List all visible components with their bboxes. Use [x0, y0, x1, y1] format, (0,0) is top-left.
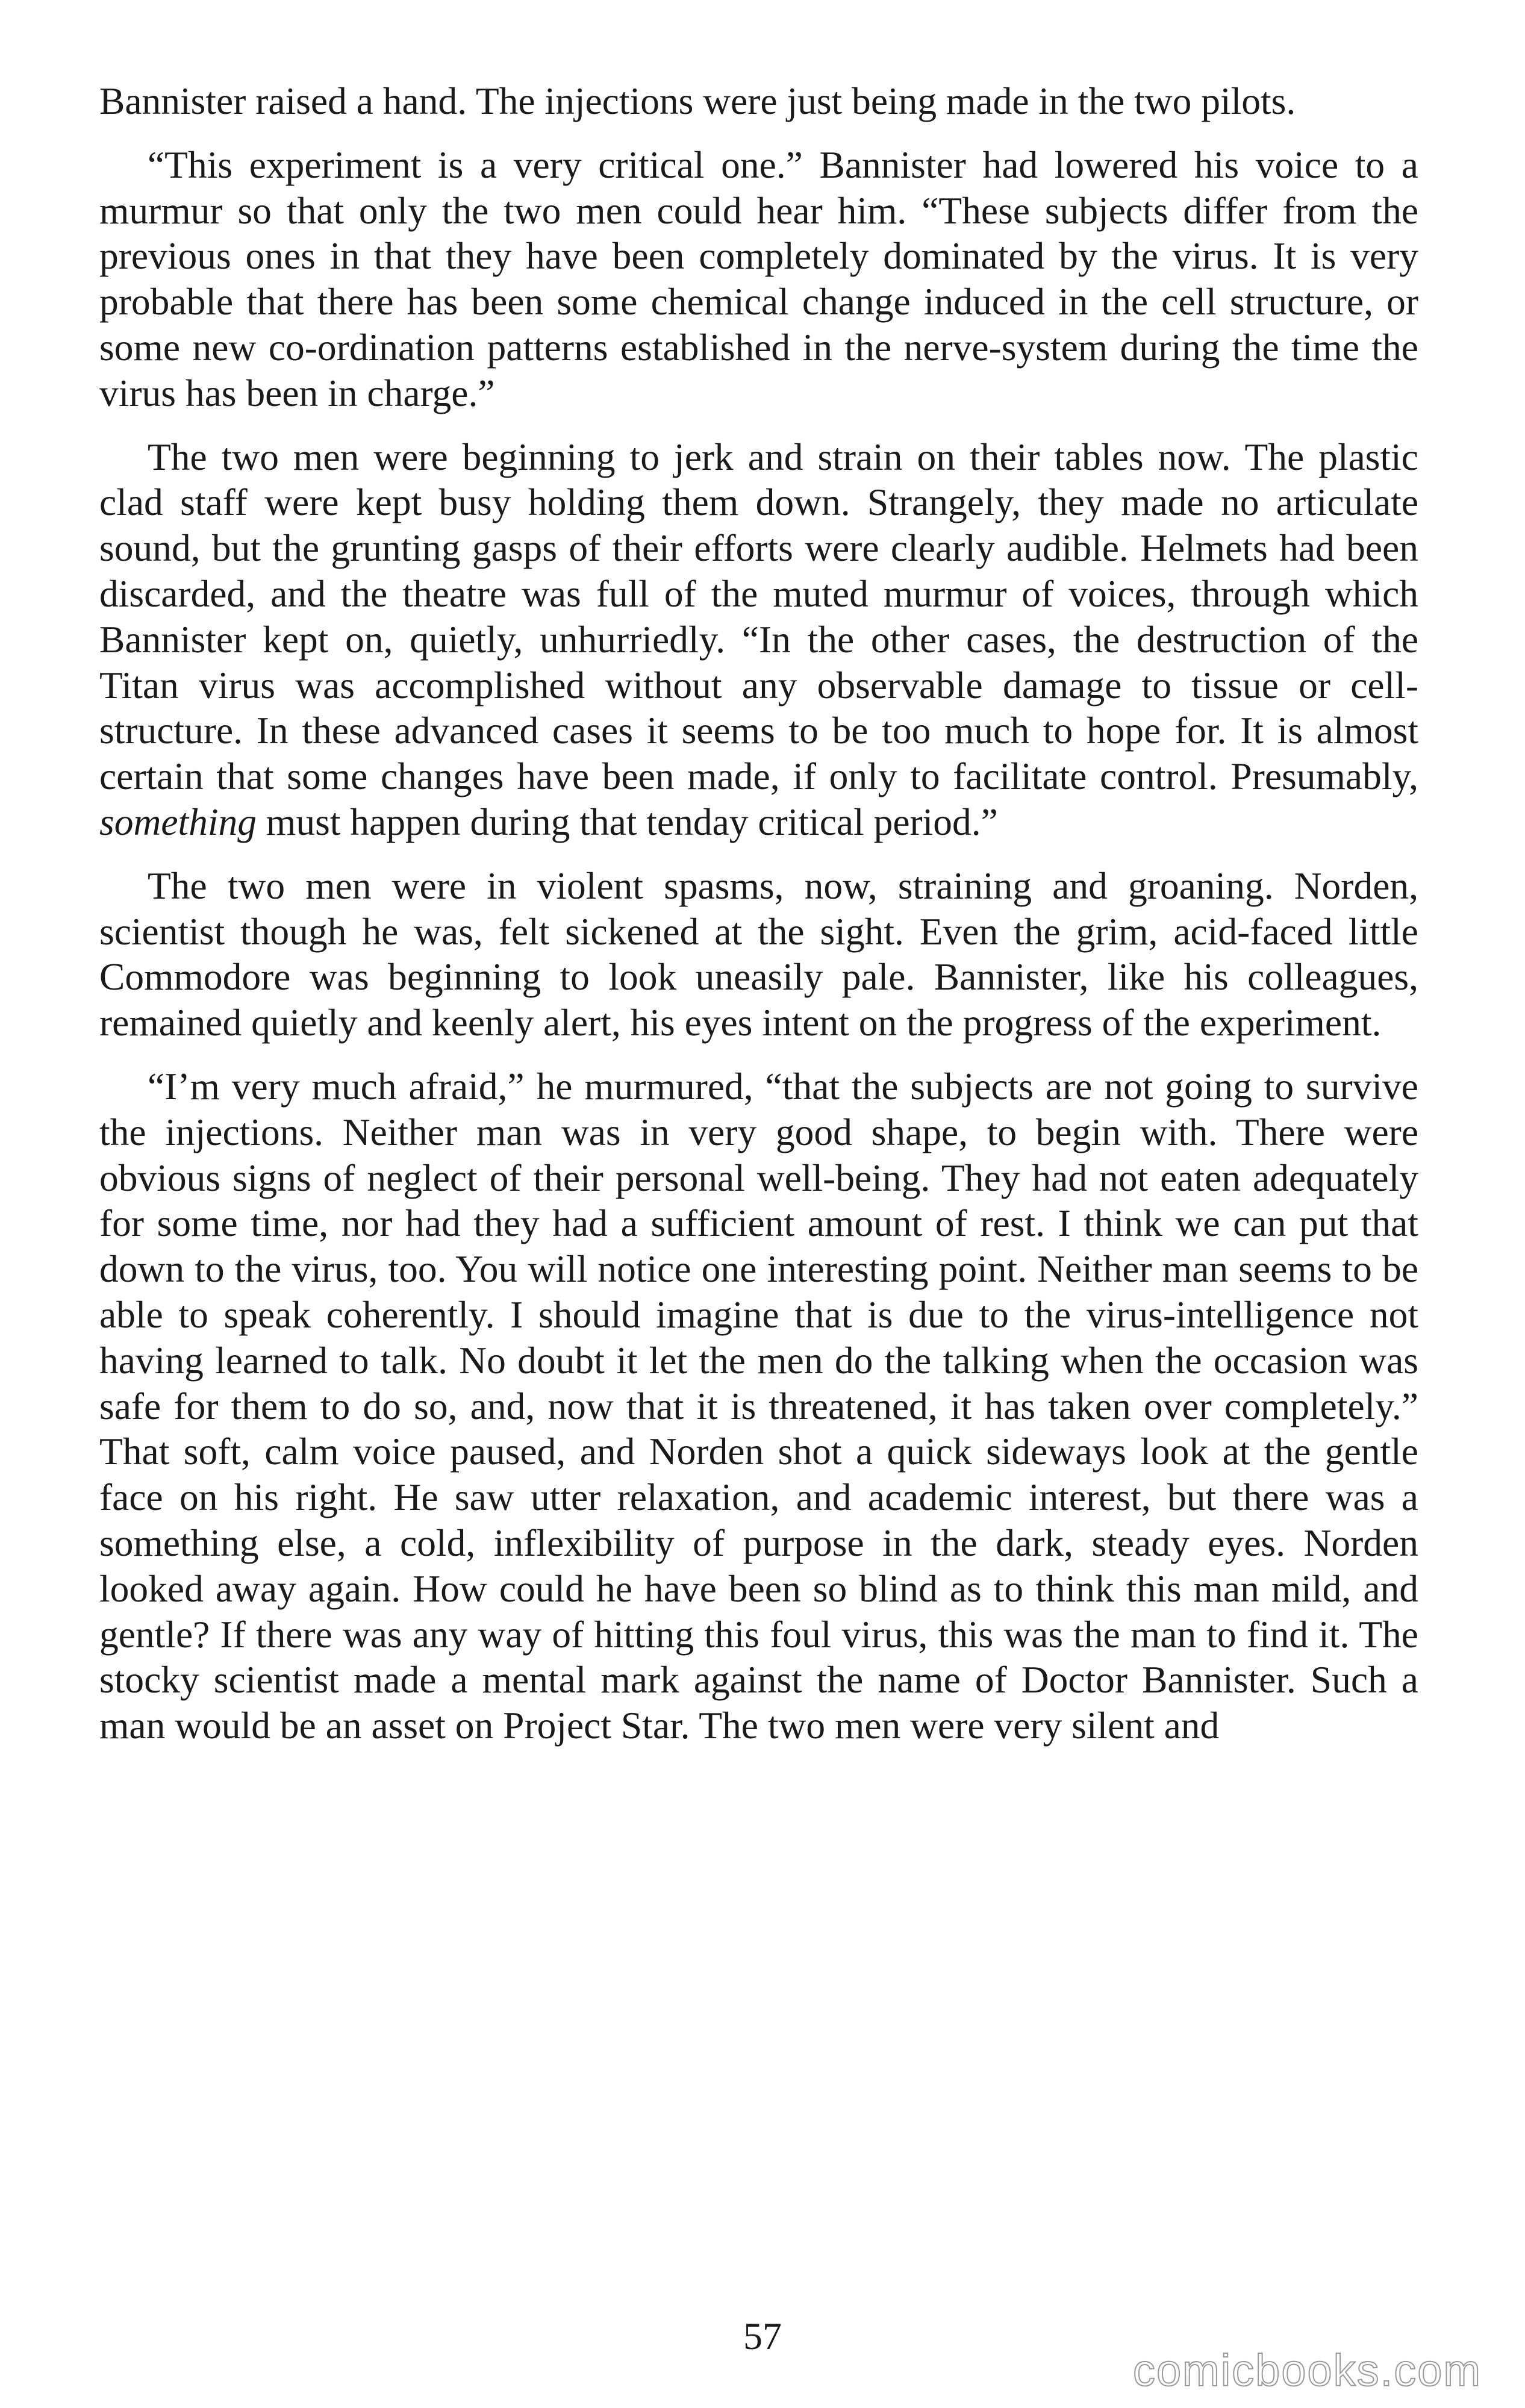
- text-segment: The two men were beginning to jerk and strain on their tables now. The plastic clad staff were kept busy holding them down. Strangely, they made no articulate sound, but the grunting gasps of their efforts were clearly audible. Helmets had been discarded, and the theatre was full of the muted murmur of voices, through which Bannister kept on, quietly, unhurriedly. “In the other cases, the destruction of the Titan virus was accomplished without any observable damage to tissue or cell-structure. In these advanced cases it seems to be too much to hope for. It is almost certain that some changes have been made, if only to facilitate control. Presumably,: [99, 435, 1418, 798]
- paragraph: [99, 1064, 1418, 1748]
- body-text: [99, 78, 1418, 1767]
- text-segment: The two men were in violent spasms, now, straining and groaning. Norden, scientist though he was, felt sickened at the sight. Even the grim, acid-faced little Commodore was beginning to look uneasily pale. Bannister, like his colleagues, remained quietly and keenly alert, his eyes intent on the progress of the experiment.: [99, 864, 1418, 1044]
- paragraph: [99, 142, 1418, 416]
- italic-text: something: [99, 800, 257, 843]
- text-segment: Bannister raised a hand. The injections were just being made in the two pilots.: [99, 80, 1296, 122]
- text-segment: “I’m very much afraid,” he murmured, “that the subjects are not going to survive the injections. Neither man was in very good shape, to begin with. There were obvious signs of neglect of their personal well-being. They had not eaten adequately for some time, nor had they had a sufficient amount of rest. I think we can put that down to the virus, too. You will notice one interesting point. Neither man seems to be able to speak coherently. I should imagine that is due to the virus-intelligence not having learned to talk. No doubt it let the men do the talking when the occasion was safe for them to do so, and, now that it is threatened, it has taken over completely.” That soft, calm voice paused, and Norden shot a quick sideways look at the gentle face on his right. He saw utter relaxation, and academic interest, but there was a something else, a cold, inflexibility of purpose in the dark, steady eyes. Norden looked away again. How could he have been so blind as to think this man mild, and gentle? If there was any way of hitting this foul virus, this was the man to find it. The stocky scientist made a mental mark against the name of Doctor Bannister. Such a man would be an asset on Project Star. The two men were very silent and: [99, 1064, 1418, 1747]
- watermark: comicbooks.com: [1132, 2345, 1482, 2395]
- paragraph: [99, 863, 1418, 1046]
- paragraph: [99, 434, 1418, 845]
- text-segment: must happen during that tenday critical period.”: [257, 800, 998, 843]
- paragraph: [99, 78, 1418, 124]
- text-segment: “This experiment is a very critical one.” Bannister had lowered his voice to a murmur so that only the two men could hear him. “These subjects differ from the previous ones in that they have been completely dominated by the virus. It is very probable that there has been some chemical change induced in the cell structure, or some new co-ordination patterns established in the nerve-system during the time the virus has been in charge.”: [99, 143, 1418, 414]
- page-number: 57: [743, 2315, 782, 2357]
